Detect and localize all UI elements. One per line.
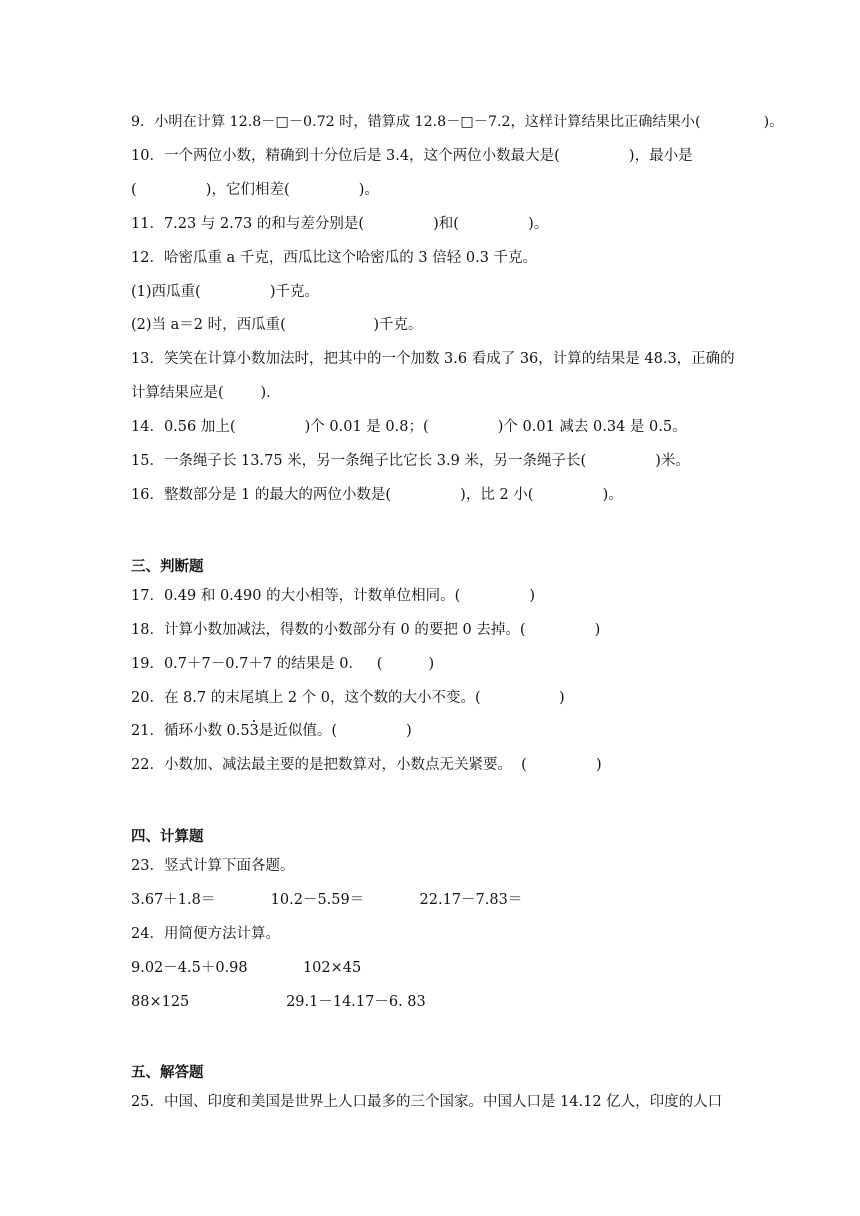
question-12: 12．哈密瓜重 a 千克，西瓜比这个哈密瓜的 3 倍轻 0.3 千克。 bbox=[131, 250, 538, 266]
question-18: 18．计算小数加减法，得数的小数部分有 0 的要把 0 去掉。( ) bbox=[131, 622, 601, 638]
question-24-row-1: 9.02－4.5＋0.98 102×45 bbox=[131, 960, 362, 976]
question-15: 15．一条绳子长 13.75 米，另一条绳子比它长 3.9 米，另一条绳子长( )米。 bbox=[131, 453, 690, 469]
question-12-part-2: (2)当 a＝2 时，西瓜重( )千克。 bbox=[131, 317, 423, 333]
question-23-items: 3.67＋1.8＝ 10.2－5.59＝ 22.17－7.83＝ bbox=[131, 892, 523, 908]
question-9: 9．小明在计算 12.8－□－0.72 时，错算成 12.8－□－7.2，这样计算结果比正确结果小( )。 bbox=[131, 114, 784, 130]
repeating-digit: 3 bbox=[249, 723, 259, 739]
question-10-line-2: ( )，它们相差( )。 bbox=[131, 182, 379, 198]
question-11: 11．7.23 与 2.73 的和与差分别是( )和( )。 bbox=[131, 216, 549, 232]
section-4-heading: 四、计算题 bbox=[131, 828, 204, 845]
question-13-line-1: 13．笑笑在计算小数加法时，把其中的一个加数 3.6 看成了 36，计算的结果是 48.3，正确的 bbox=[131, 351, 735, 367]
question-17: 17．0.49 和 0.490 的大小相等，计数单位相同。( ) bbox=[131, 588, 536, 604]
question-19: 19．0.7＋7－0.7＋7 的结果是 0． ( ) bbox=[131, 656, 435, 672]
question-24: 24．用简便方法计算。 bbox=[131, 926, 280, 942]
question-20: 20．在 8.7 的末尾填上 2 个 0，这个数的大小不变。( ) bbox=[131, 690, 565, 706]
question-12-part-1: (1)西瓜重( )千克。 bbox=[131, 284, 319, 300]
question-23: 23．竖式计算下面各题。 bbox=[131, 858, 295, 874]
section-5-heading: 五、解答题 bbox=[131, 1064, 204, 1081]
question-13-line-2: 计算结果应是( )． bbox=[131, 385, 281, 401]
question-10-line-1: 10．一个两位小数，精确到十分位后是 3.4，这个两位小数最大是( )，最小是 bbox=[131, 148, 693, 164]
question-16: 16．整数部分是 1 的最大的两位小数是( )，比 2 小( )。 bbox=[131, 487, 623, 503]
section-3-heading: 三、判断题 bbox=[131, 558, 204, 575]
question-25: 25．中国、印度和美国是世界上人口最多的三个国家。中国人口是 14.12 亿人，印度的人口 bbox=[131, 1094, 723, 1110]
question-22: 22．小数加、减法最主要的是把数算对，小数点无关紧要。 ( ) bbox=[131, 757, 602, 773]
question-21-suffix: 是近似值。( ) bbox=[258, 723, 412, 739]
question-24-row-2: 88×125 29.1－14.17－6. 83 bbox=[131, 994, 426, 1010]
question-21 bbox=[131, 721, 412, 741]
question-14: 14．0.56 加上( )个 0.01 是 0.8；( )个 0.01 减去 0.34 是 0.5。 bbox=[131, 419, 687, 435]
question-21-prefix: 21．循环小数 0.5 bbox=[131, 723, 250, 739]
